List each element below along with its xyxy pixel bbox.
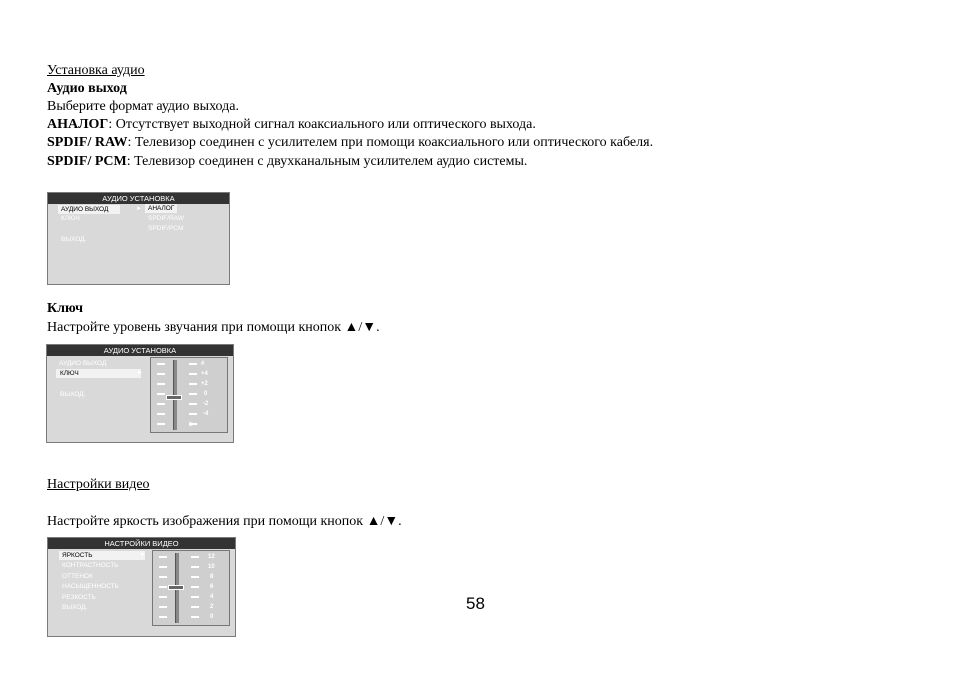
slider-tick: [157, 403, 165, 405]
slider-tick: [157, 413, 165, 415]
menu-item-exit[interactable]: ВЫХОД.: [62, 604, 88, 611]
slider-tick: [191, 556, 199, 558]
menu-item-key[interactable]: КЛЮЧ: [60, 370, 79, 377]
key-desc: Настройте уровень звучания при помощи кнопок ▲/▼.: [47, 320, 380, 335]
osd-video-settings-menu: [47, 537, 236, 637]
osd-audio-output-menu: [47, 192, 230, 285]
slider-tick: [189, 363, 197, 365]
term: SPDIF/ RAW: [47, 135, 128, 150]
menu-item-brightness[interactable]: ЯРКОСТЬ: [62, 552, 93, 559]
term: SPDIF/ PCM: [47, 154, 127, 169]
scale-label: -4: [203, 411, 209, 417]
slider-tick: [159, 596, 167, 598]
scale-label: 4: [210, 594, 214, 600]
slider-tick: [189, 373, 197, 375]
slider-tick: [191, 606, 199, 608]
term-text: : Телевизор соединен с двухканальным усилителем аудио системы.: [126, 154, 528, 169]
slider-tick: [159, 606, 167, 608]
slider-tick: [159, 556, 167, 558]
menu-item-exit[interactable]: ВЫХОД.: [60, 391, 86, 398]
slider-tick: [157, 373, 165, 375]
arrow-right-icon: ►: [136, 206, 142, 212]
scale-label: 10: [208, 564, 215, 570]
osd-title: НАСТРОЙКИ ВИДЕО: [48, 538, 235, 549]
slider-tick: [191, 586, 199, 588]
menu-item-saturation[interactable]: НАСЫЩЕННОСТЬ: [62, 583, 119, 590]
osd-audio-key-menu: [46, 344, 234, 443]
audio-output-heading: Аудио выход: [47, 81, 127, 96]
scale-label: 2: [210, 604, 214, 610]
scale-label: 6: [210, 584, 214, 590]
slider-tick: [191, 596, 199, 598]
osd-title: АУДИО УСТАНОВКА: [47, 345, 233, 356]
menu-item-audio-output[interactable]: АУДИО ВЫХОД: [61, 206, 109, 213]
menu-item-audio-output[interactable]: АУДИО ВЫХОД: [59, 360, 107, 367]
slider-tick: [159, 586, 167, 588]
scale-label: +4: [201, 371, 208, 377]
scale-label: +2: [201, 381, 208, 387]
scale-label: 0: [204, 391, 208, 397]
slider-tick: [189, 383, 197, 385]
slider-knob[interactable]: [166, 395, 182, 400]
menu-item-hue[interactable]: ОТТЕНОК: [62, 573, 93, 580]
audio-item-spdif-pcm: [47, 153, 527, 170]
scale-label: 0: [210, 614, 214, 620]
brightness-slider[interactable]: [152, 550, 230, 626]
term-text: : Телевизор соединен с усилителем при помощи коаксиального или оптического кабеля.: [127, 135, 654, 150]
slider-tick: [157, 383, 165, 385]
key-heading: Ключ: [47, 301, 84, 316]
slider-tick: [159, 566, 167, 568]
menu-item-key[interactable]: КЛЮЧ: [61, 215, 80, 222]
scale-label: -2: [203, 401, 209, 407]
slider-tick: [157, 423, 165, 425]
arrow-right-icon: ►: [137, 370, 143, 376]
scale-label: #: [201, 361, 205, 367]
menu-item-exit[interactable]: ВЫХОД.: [61, 236, 87, 243]
menu-item-sharpness[interactable]: РЕЗКОСТЬ: [62, 594, 96, 601]
section-video-title: Настройки видео: [47, 477, 150, 492]
menu-item-contrast[interactable]: КОНТРАСТНОСТЬ: [62, 562, 119, 569]
option-analog[interactable]: АНАЛОГ: [145, 204, 177, 213]
key-level-slider[interactable]: [150, 357, 228, 433]
term: АНАЛОГ: [47, 117, 109, 132]
term-text: : Отсутствует выходной сигнал коаксиального или оптического выхода.: [108, 117, 536, 132]
scale-label: b: [189, 422, 193, 428]
slider-tick: [191, 566, 199, 568]
option-spdif-pcm[interactable]: SPDIF/PCM: [148, 225, 184, 232]
audio-output-desc: Выберите формат аудио выхода.: [47, 99, 239, 114]
slider-tick: [191, 616, 199, 618]
slider-tick: [157, 393, 165, 395]
slider-tick: [159, 576, 167, 578]
audio-item-spdif-raw: [47, 134, 653, 151]
osd-title: АУДИО УСТАНОВКА: [48, 193, 229, 204]
slider-tick: [191, 576, 199, 578]
slider-tick: [189, 413, 197, 415]
slider-tick: [157, 363, 165, 365]
option-spdif-raw[interactable]: SPDIF/RAW: [148, 215, 184, 222]
slider-tick: [159, 616, 167, 618]
slider-tick: [189, 393, 197, 395]
arrow-right-icon: ►: [140, 552, 146, 558]
audio-item-analog: [47, 116, 536, 133]
slider-knob[interactable]: [168, 585, 184, 590]
scale-label: 12: [208, 554, 215, 560]
scale-label: 8: [210, 574, 214, 580]
section-audio-title: Установка аудио: [47, 63, 145, 78]
page-number: 58: [466, 594, 485, 613]
slider-tick: [189, 403, 197, 405]
video-desc: Настройте яркость изображения при помощи кнопок ▲/▼.: [47, 514, 402, 529]
